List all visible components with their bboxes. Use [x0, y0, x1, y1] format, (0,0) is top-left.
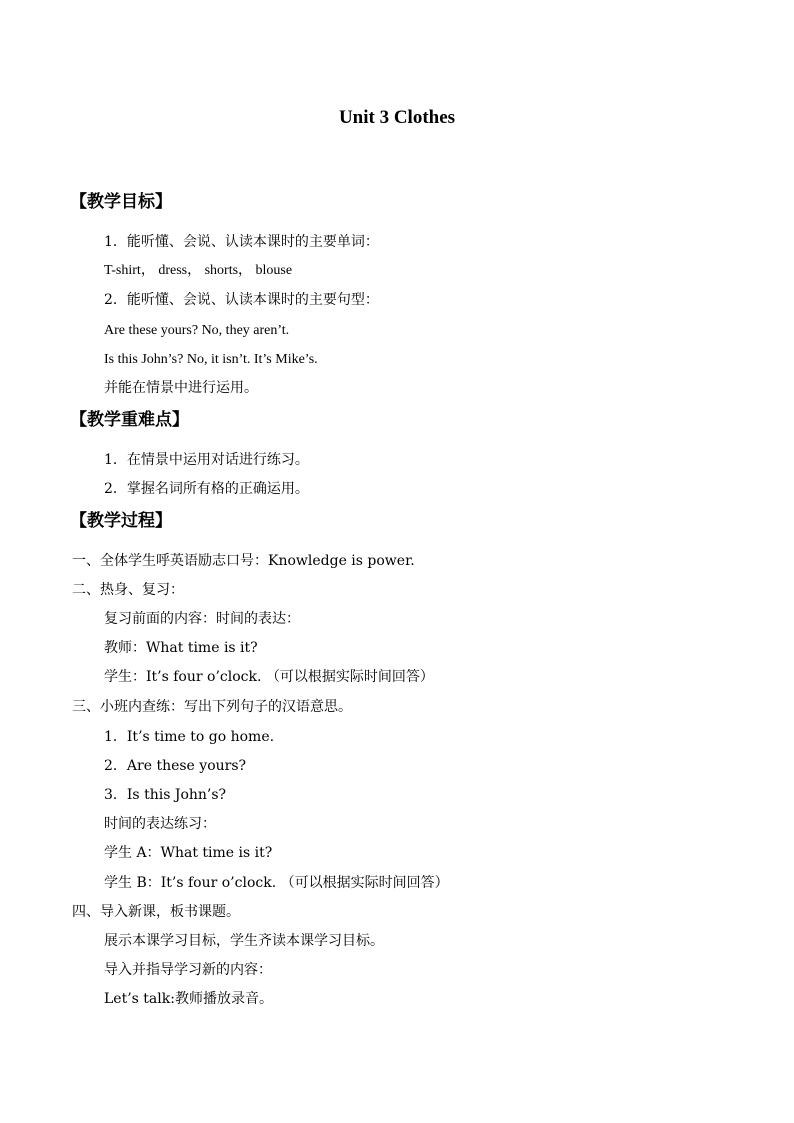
process-step-3-student-b: 学生 B：It’s four o’clock. （可以根据实际时间回答）	[104, 875, 449, 891]
process-step-4: 四、导入新课，板书课题。	[72, 904, 240, 920]
process-step-3-item-1: 1．It’s time to go home.	[104, 729, 275, 745]
section-heading-process: 【教学过程】	[70, 511, 172, 531]
goals-item-1: 1．能听懂、会说、认读本课时的主要单词：	[104, 234, 379, 250]
process-step-3-item-3: 3．Is this John’s?	[104, 787, 227, 803]
keypoints-item-1: 1．在情景中运用对话进行练习。	[104, 452, 309, 468]
process-step-2-review: 复习前面的内容：时间的表达：	[104, 611, 300, 627]
goals-sentence-2: Is this John’s? No, it isn’t. It’s Mike’s.	[104, 352, 318, 367]
process-step-3: 三、小班内查练：写出下列句子的汉语意思。	[72, 699, 352, 715]
process-step-2-student: 学生：It’s four o’clock. （可以根据实际时间回答）	[104, 669, 434, 685]
process-step-4-goals: 展示本课学习目标，学生齐读本课学习目标。	[104, 933, 384, 949]
process-step-4-guide: 导入并指导学习新的内容：	[104, 962, 272, 978]
process-step-3-student-a: 学生 A：What time is it?	[104, 845, 273, 861]
goals-item-2: 2．能听懂、会说、认读本课时的主要句型：	[104, 292, 379, 308]
process-step-2: 二、热身、复习：	[72, 582, 184, 598]
goals-apply: 并能在情景中进行运用。	[104, 380, 258, 396]
section-heading-goals: 【教学目标】	[70, 192, 172, 212]
goals-words: T-shirt， dress， shorts， blouse	[104, 263, 293, 278]
keypoints-item-2: 2．掌握名词所有格的正确运用。	[104, 481, 309, 497]
process-step-1: 一、全体学生呼英语励志口号：Knowledge is power.	[72, 553, 415, 569]
process-step-2-teacher: 教师：What time is it?	[104, 640, 258, 656]
process-step-3-practice: 时间的表达练习：	[104, 816, 216, 832]
process-step-3-item-2: 2．Are these yours?	[104, 758, 247, 774]
process-step-4-talk: Let’s talk:教师播放录音。	[104, 991, 273, 1007]
section-heading-keypoints: 【教学重难点】	[70, 410, 189, 430]
document-title: Unit 3 Clothes	[338, 107, 456, 128]
goals-sentence-1: Are these yours? No, they aren’t.	[104, 323, 290, 338]
